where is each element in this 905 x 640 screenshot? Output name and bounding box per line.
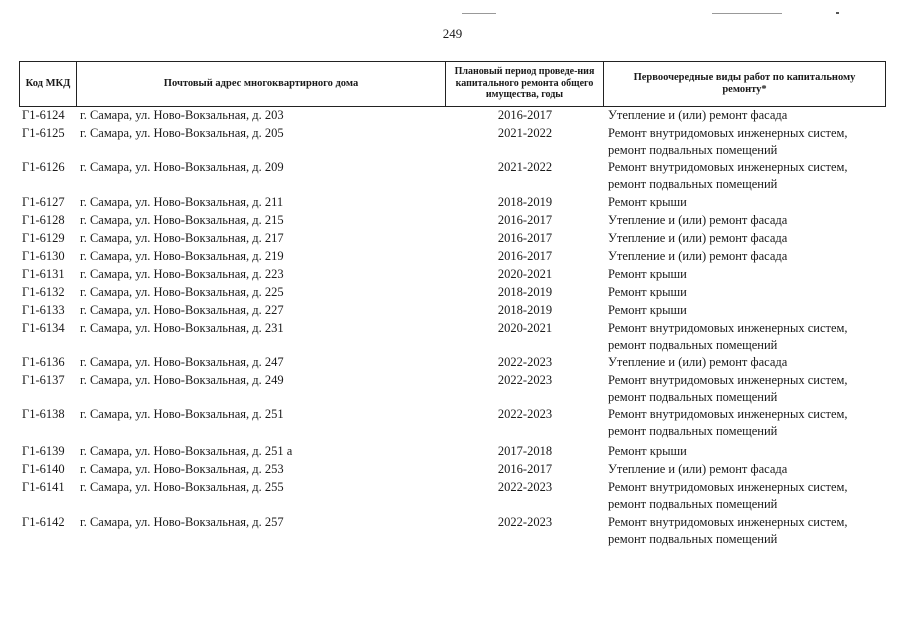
cell-period: 2018-2019 — [497, 303, 553, 317]
scan-artifact — [712, 13, 782, 14]
cell-address: г. Самара, ул. Ново-Вокзальная, д. 251 — [80, 407, 284, 421]
cell-code: Г1-6130 — [22, 249, 65, 263]
cell-address: г. Самара, ул. Ново-Вокзальная, д. 231 — [80, 321, 284, 335]
cell-code: Г1-6129 — [22, 231, 65, 245]
cell-works: Ремонт крыши — [608, 195, 687, 209]
cell-works: Ремонт внутридомовых инженерных систем, ремонт подвальных помещений — [608, 321, 848, 352]
cell-works: Ремонт крыши — [608, 285, 687, 299]
cell-code: Г1-6128 — [22, 213, 65, 227]
cell-period: 2022-2023 — [497, 515, 553, 529]
cell-period: 2022-2023 — [497, 373, 553, 387]
cell-address: г. Самара, ул. Ново-Вокзальная, д. 217 — [80, 231, 284, 245]
cell-address: г. Самара, ул. Ново-Вокзальная, д. 247 — [80, 355, 284, 369]
cell-code: Г1-6132 — [22, 285, 65, 299]
cell-address: г. Самара, ул. Ново-Вокзальная, д. 251 а — [80, 444, 293, 458]
cell-period: 2017-2018 — [497, 444, 553, 458]
cell-works: Ремонт внутридомовых инженерных систем, ремонт подвальных помещений — [608, 515, 848, 546]
cell-address: г. Самара, ул. Ново-Вокзальная, д. 225 — [80, 285, 284, 299]
header-address: Почтовый адрес многоквартирного дома — [163, 77, 359, 89]
cell-period: 2020-2021 — [497, 267, 553, 281]
cell-works: Ремонт крыши — [608, 267, 687, 281]
cell-code: Г1-6136 — [22, 355, 65, 369]
cell-works: Утепление и (или) ремонт фасада — [608, 108, 788, 122]
column-divider — [885, 61, 886, 106]
header-period: Плановый период проведе-ния капитального ремонта общего имущества, годы — [454, 66, 595, 101]
cell-code: Г1-6139 — [22, 444, 65, 458]
cell-works: Ремонт внутридомовых инженерных систем, ремонт подвальных помещений — [608, 126, 848, 157]
cell-code: Г1-6138 — [22, 407, 65, 421]
header-code: Код МКД — [25, 77, 71, 89]
cell-code: Г1-6133 — [22, 303, 65, 317]
cell-period: 2022-2023 — [497, 480, 553, 494]
cell-works: Утепление и (или) ремонт фасада — [608, 213, 788, 227]
cell-code: Г1-6142 — [22, 515, 65, 529]
cell-address: г. Самара, ул. Ново-Вокзальная, д. 209 — [80, 160, 284, 174]
cell-address: г. Самара, ул. Ново-Вокзальная, д. 203 — [80, 108, 284, 122]
cell-works: Ремонт крыши — [608, 303, 687, 317]
cell-code: Г1-6134 — [22, 321, 65, 335]
header-works: Первоочередные виды работ по капитальному ремонту* — [633, 71, 856, 95]
scan-artifact — [836, 12, 839, 14]
cell-works: Утепление и (или) ремонт фасада — [608, 231, 788, 245]
cell-period: 2016-2017 — [497, 462, 553, 476]
scan-artifact — [462, 13, 496, 14]
cell-works: Утепление и (или) ремонт фасада — [608, 462, 788, 476]
cell-period: 2022-2023 — [497, 407, 553, 421]
cell-address: г. Самара, ул. Ново-Вокзальная, д. 227 — [80, 303, 284, 317]
cell-code: Г1-6125 — [22, 126, 65, 140]
cell-period: 2016-2017 — [497, 108, 553, 122]
cell-code: Г1-6126 — [22, 160, 65, 174]
cell-period: 2021-2022 — [497, 160, 553, 174]
cell-address: г. Самара, ул. Ново-Вокзальная, д. 257 — [80, 515, 284, 529]
cell-code: Г1-6127 — [22, 195, 65, 209]
cell-period: 2016-2017 — [497, 231, 553, 245]
cell-code: Г1-6124 — [22, 108, 65, 122]
cell-period: 2021-2022 — [497, 126, 553, 140]
cell-works: Ремонт внутридомовых инженерных систем, ремонт подвальных помещений — [608, 373, 848, 404]
cell-address: г. Самара, ул. Ново-Вокзальная, д. 211 — [80, 195, 284, 209]
cell-works: Ремонт внутридомовых инженерных систем, ремонт подвальных помещений — [608, 160, 848, 191]
cell-works: Ремонт внутридомовых инженерных систем, ремонт подвальных помещений — [608, 480, 848, 511]
cell-code: Г1-6131 — [22, 267, 65, 281]
cell-address: г. Самара, ул. Ново-Вокзальная, д. 249 — [80, 373, 284, 387]
cell-period: 2018-2019 — [497, 195, 553, 209]
cell-code: Г1-6141 — [22, 480, 65, 494]
cell-code: Г1-6140 — [22, 462, 65, 476]
cell-address: г. Самара, ул. Ново-Вокзальная, д. 223 — [80, 267, 284, 281]
cell-works: Утепление и (или) ремонт фасада — [608, 355, 788, 369]
cell-period: 2022-2023 — [497, 355, 553, 369]
cell-works: Ремонт крыши — [608, 444, 687, 458]
cell-period: 2018-2019 — [497, 285, 553, 299]
cell-works: Ремонт внутридомовых инженерных систем, ремонт подвальных помещений — [608, 407, 848, 438]
cell-address: г. Самара, ул. Ново-Вокзальная, д. 255 — [80, 480, 284, 494]
page-number: 249 — [442, 26, 463, 41]
cell-address: г. Самара, ул. Ново-Вокзальная, д. 219 — [80, 249, 284, 263]
cell-works: Утепление и (или) ремонт фасада — [608, 249, 788, 263]
cell-address: г. Самара, ул. Ново-Вокзальная, д. 215 — [80, 213, 284, 227]
cell-code: Г1-6137 — [22, 373, 65, 387]
cell-period: 2016-2017 — [497, 249, 553, 263]
cell-period: 2016-2017 — [497, 213, 553, 227]
cell-period: 2020-2021 — [497, 321, 553, 335]
cell-address: г. Самара, ул. Ново-Вокзальная, д. 253 — [80, 462, 284, 476]
cell-address: г. Самара, ул. Ново-Вокзальная, д. 205 — [80, 126, 284, 140]
